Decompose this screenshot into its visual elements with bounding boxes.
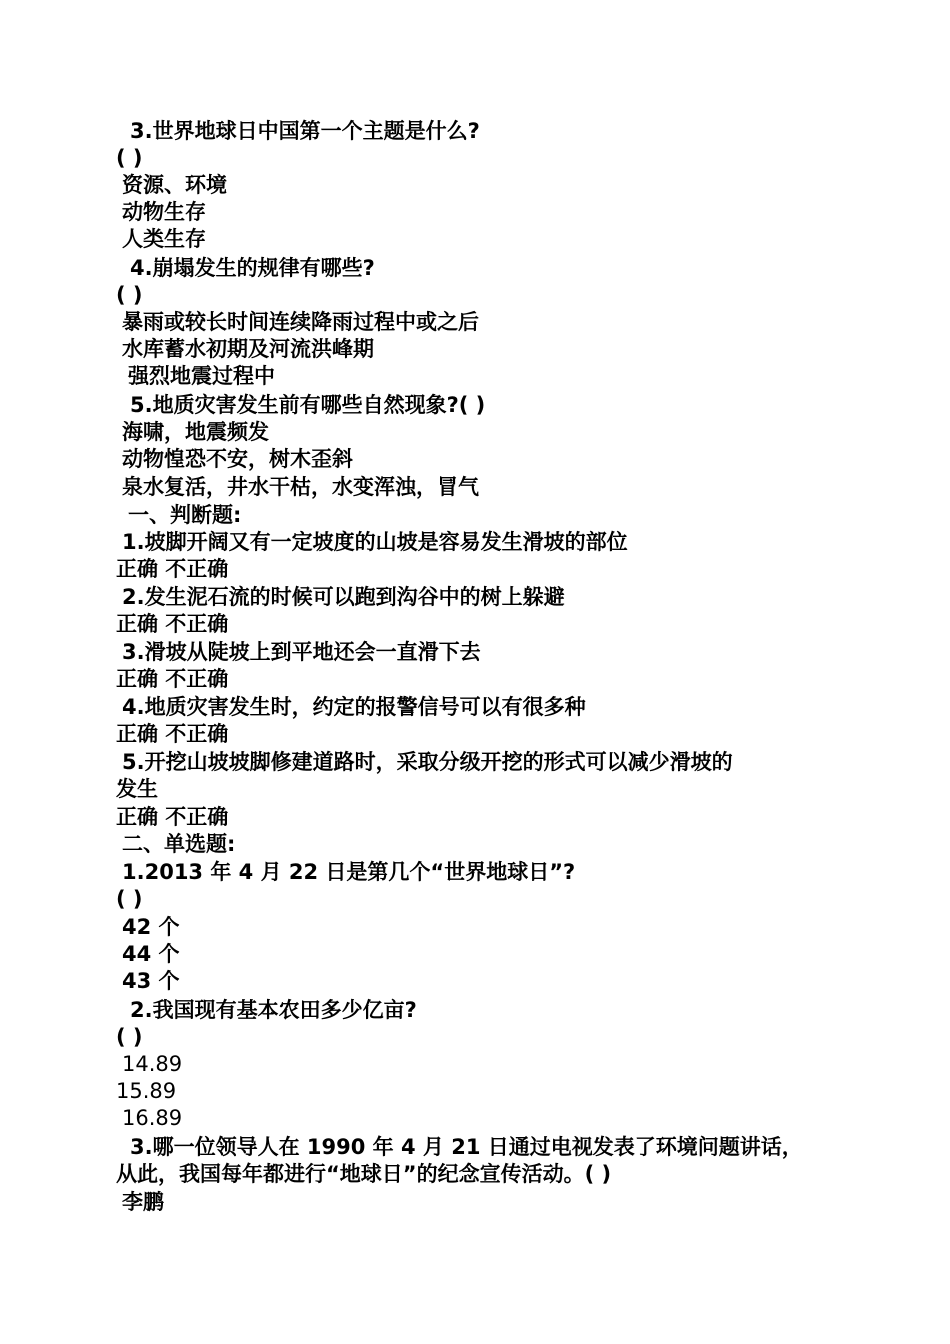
judgement-question: 1.坡脚开阔又有一定坡度的山坡是容易发生滑坡的部位 (122, 530, 628, 554)
judgement-choices: 正确 不正确 (116, 667, 229, 691)
single-choice-question: 1.2013 年 4 月 22 日是第几个“世界地球日”? (122, 860, 576, 884)
answer-brackets: ( ) (116, 887, 143, 911)
judgement-question: 4.地质灾害发生时，约定的报警信号可以有很多种 (122, 695, 586, 719)
judgement-question-continued: 发生 (116, 777, 158, 801)
section-heading-judgement: 一、判断题: (128, 503, 242, 527)
question-3-title: 3.世界地球日中国第一个主题是什么? (130, 119, 480, 143)
option-text: 44 个 (122, 942, 180, 966)
single-choice-question-continued: 从此，我国每年都进行“地球日”的纪念宣传活动。( ) (116, 1162, 612, 1186)
judgement-question: 2.发生泥石流的时候可以跑到沟谷中的树上躲避 (122, 585, 565, 609)
judgement-choices: 正确 不正确 (116, 805, 229, 829)
option-text: 动物惶恐不安，树木歪斜 (122, 447, 353, 471)
option-text: 水库蓄水初期及河流洪峰期 (122, 337, 374, 361)
option-text: 李鹏 (122, 1190, 164, 1214)
option-text: 泉水复活，井水干枯，水变浑浊，冒气 (122, 475, 479, 499)
option-text: 动物生存 (122, 200, 206, 224)
section-heading-single-choice: 二、单选题: (122, 832, 236, 856)
question-4-title: 4.崩塌发生的规律有哪些? (130, 256, 375, 280)
option-text: 42 个 (122, 915, 180, 939)
option-text: 强烈地震过程中 (128, 364, 275, 388)
option-text: 海啸，地震频发 (122, 420, 269, 444)
option-text: 资源、环境 (122, 173, 227, 197)
judgement-choices: 正确 不正确 (116, 612, 229, 636)
answer-brackets: ( ) (116, 146, 143, 170)
option-text: 15.89 (116, 1079, 177, 1103)
answer-brackets: ( ) (116, 1025, 143, 1049)
answer-brackets: ( ) (116, 283, 143, 307)
single-choice-question: 2.我国现有基本农田多少亿亩? (130, 998, 417, 1022)
judgement-choices: 正确 不正确 (116, 722, 229, 746)
option-text: 人类生存 (122, 227, 206, 251)
judgement-question: 3.滑坡从陡坡上到平地还会一直滑下去 (122, 640, 481, 664)
option-text: 暴雨或较长时间连续降雨过程中或之后 (122, 310, 479, 334)
option-text: 16.89 (122, 1106, 183, 1130)
judgement-choices: 正确 不正确 (116, 557, 229, 581)
single-choice-question: 3.哪一位领导人在 1990 年 4 月 21 日通过电视发表了环境问题讲话， (130, 1135, 803, 1159)
question-5-title: 5.地质灾害发生前有哪些自然现象?( ) (130, 393, 486, 417)
option-text: 14.89 (122, 1052, 183, 1076)
judgement-question: 5.开挖山坡坡脚修建道路时，采取分级开挖的形式可以减少滑坡的 (122, 750, 733, 774)
option-text: 43 个 (122, 969, 180, 993)
